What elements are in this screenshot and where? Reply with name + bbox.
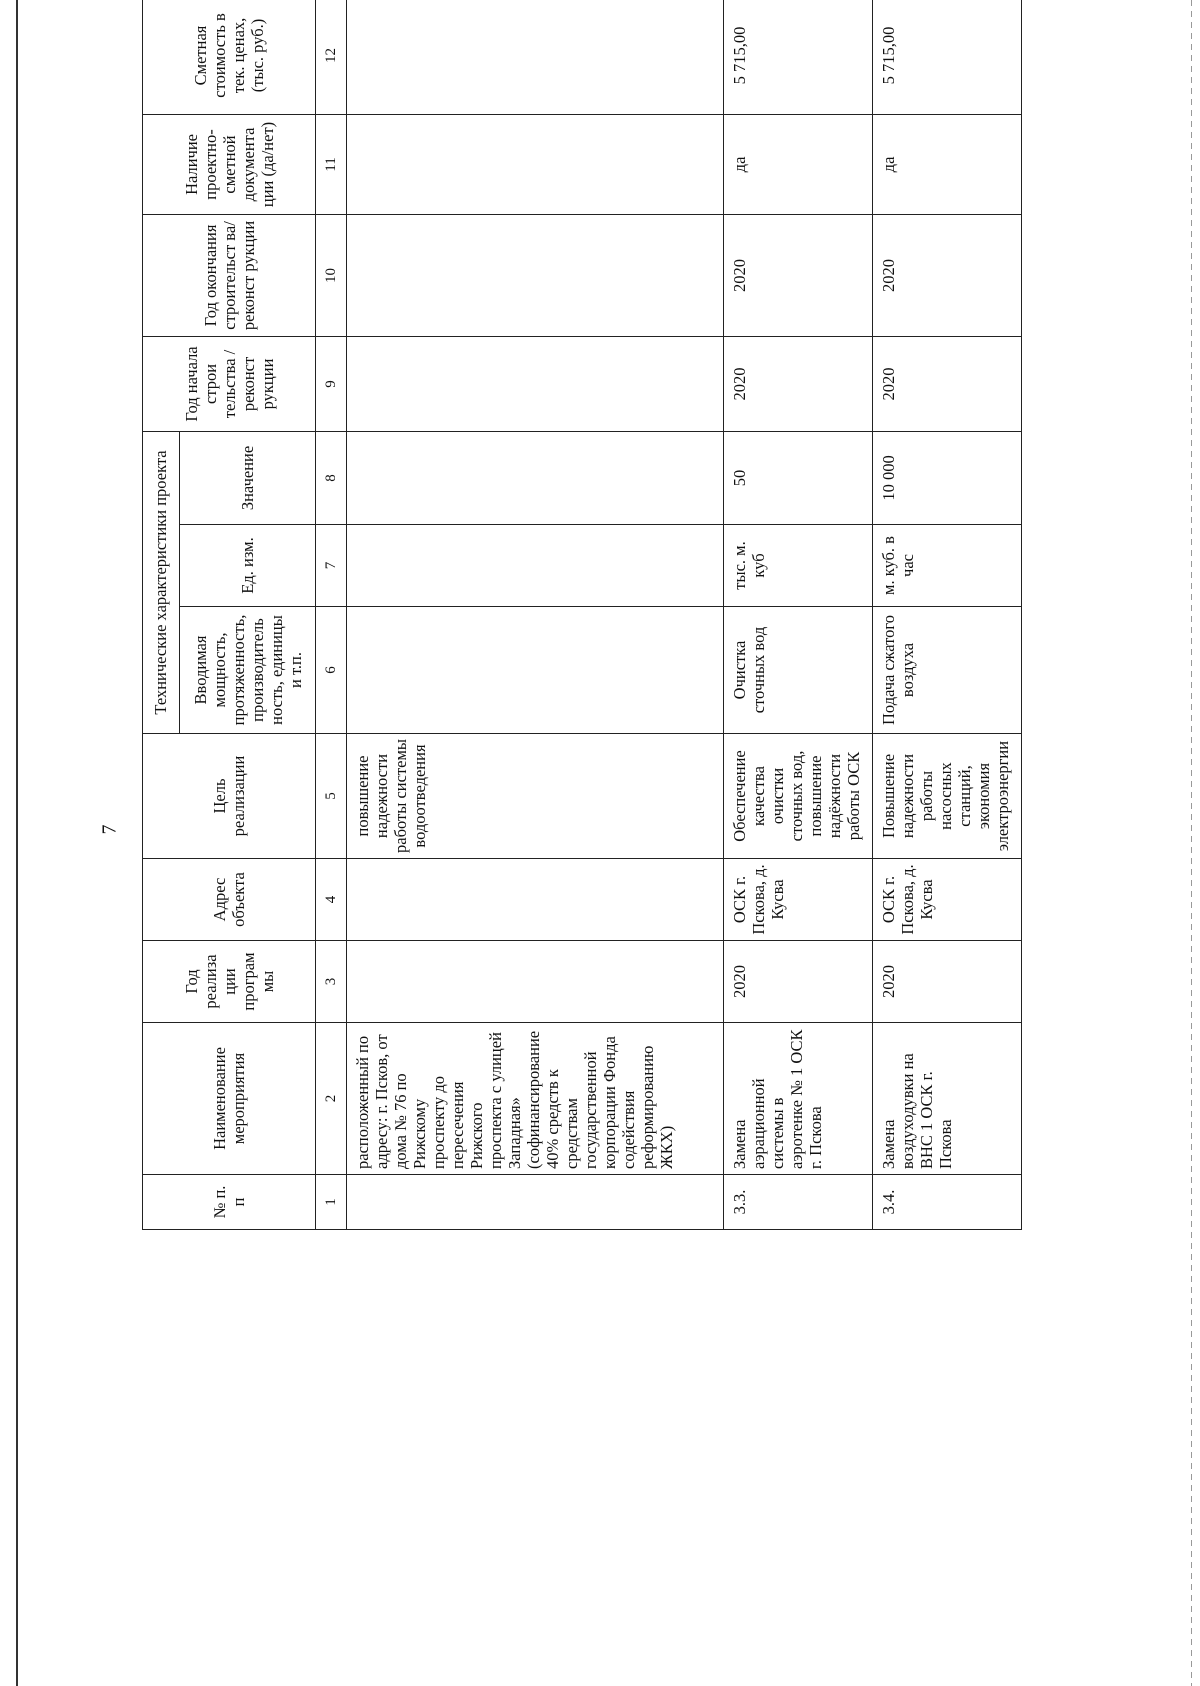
cell-docs	[346, 114, 723, 214]
cell-cost	[346, 0, 723, 114]
header-cost: Сметная стоимость в тек. ценах, (тыс. руб.)	[143, 0, 316, 114]
cell-year-end	[346, 214, 723, 336]
cell-year: 2020	[873, 941, 1022, 1023]
header-unit: Ед. изм.	[179, 525, 316, 607]
col-number: 8	[316, 431, 347, 524]
cell-value: 50	[724, 431, 873, 524]
cell-address: ОСК г. Пскова, д. Кусва	[724, 859, 873, 941]
header-year-start: Год начала строи тельства /реконст рукции	[143, 336, 316, 431]
header-address: Адрес объекта	[143, 859, 316, 941]
cell-address: ОСК г. Пскова, д. Кусва	[873, 859, 1022, 941]
cell-goal: Обеспечение качества очистки сточных вод, повышение надёжности работы ОСК	[724, 734, 873, 859]
cell-capacity: Подача сжатого воздуха	[873, 607, 1022, 734]
col-number: 7	[316, 525, 347, 607]
col-number: 10	[316, 214, 347, 336]
col-number: 3	[316, 941, 347, 1023]
cell-unit: тыс. м. куб	[724, 525, 873, 607]
cell-capacity	[346, 607, 723, 734]
cell-year	[346, 941, 723, 1023]
header-goal: Цель реализации	[143, 734, 316, 859]
cell-goal: Повышение надежности работы насосных станций, экономия электроэнергии	[873, 734, 1022, 859]
cell-name: расположенный по адресу: г. Псков, от дома № 76 по Рижскому проспекту до пересечения Рижского проспекта с улицей Западная» (софинансирование 40% средств к средствам государственной корпорации Фонда содействия реформированию ЖКХ)	[346, 1023, 723, 1175]
header-num: № п. п	[143, 1175, 316, 1230]
cell-goal: повышение надежности работы системы водоотведения	[346, 734, 723, 859]
cell-unit	[346, 525, 723, 607]
col-number: 6	[316, 607, 347, 734]
header-tech-group: Технические характеристики проекта	[143, 431, 180, 733]
table-row	[873, 0, 1022, 1230]
header-value: Значение	[179, 431, 316, 524]
header-capacity: Вводимая мощность, протяженность, производитель ность, единицы и т.п.	[179, 607, 316, 734]
table-row	[346, 0, 723, 1230]
cell-address	[346, 859, 723, 941]
col-number: 11	[316, 114, 347, 214]
project-table	[142, 0, 1022, 1230]
project-table-frame	[142, 13, 1022, 1230]
cell-num: 3.3.	[724, 1175, 873, 1230]
cell-year-start	[346, 336, 723, 431]
header-name: Наименование мероприятия	[143, 1023, 316, 1175]
cell-docs: да	[724, 114, 873, 214]
cell-name: Замена аэрационной системы в аэротенке № 1 ОСК г. Пскова	[724, 1023, 873, 1175]
cell-cost: 5 715,00	[873, 0, 1022, 114]
cell-docs: да	[873, 114, 1022, 214]
table-row	[724, 0, 873, 1230]
cell-value: 10 000	[873, 431, 1022, 524]
column-number-row	[316, 0, 347, 1230]
page-right-edge	[1191, 0, 1192, 1686]
header-design-docs: Наличие проектно-сметной документа ции (да/нет)	[143, 114, 316, 214]
col-number: 2	[316, 1023, 347, 1175]
page-left-edge	[16, 0, 18, 1686]
cell-cost: 5 715,00	[724, 0, 873, 114]
cell-num: 3.4.	[873, 1175, 1022, 1230]
col-number: 12	[316, 0, 347, 114]
cell-year-start: 2020	[873, 336, 1022, 431]
cell-unit: м. куб. в час	[873, 525, 1022, 607]
cell-capacity: Очистка сточных вод	[724, 607, 873, 734]
col-number: 1	[316, 1175, 347, 1230]
cell-num	[346, 1175, 723, 1230]
page-number: 7	[98, 824, 121, 835]
cell-value	[346, 431, 723, 524]
cell-year-end: 2020	[873, 214, 1022, 336]
header-year-impl: Год реализа ции програм мы	[143, 941, 316, 1023]
col-number: 5	[316, 734, 347, 859]
cell-name: Замена воздуходувки на ВНС 1 ОСК г. Пскова	[873, 1023, 1022, 1175]
header-year-end: Год окончания строительст ва/реконст рукции	[143, 214, 316, 336]
cell-year-end: 2020	[724, 214, 873, 336]
col-number: 4	[316, 859, 347, 941]
col-number: 9	[316, 336, 347, 431]
cell-year: 2020	[724, 941, 873, 1023]
cell-year-start: 2020	[724, 336, 873, 431]
